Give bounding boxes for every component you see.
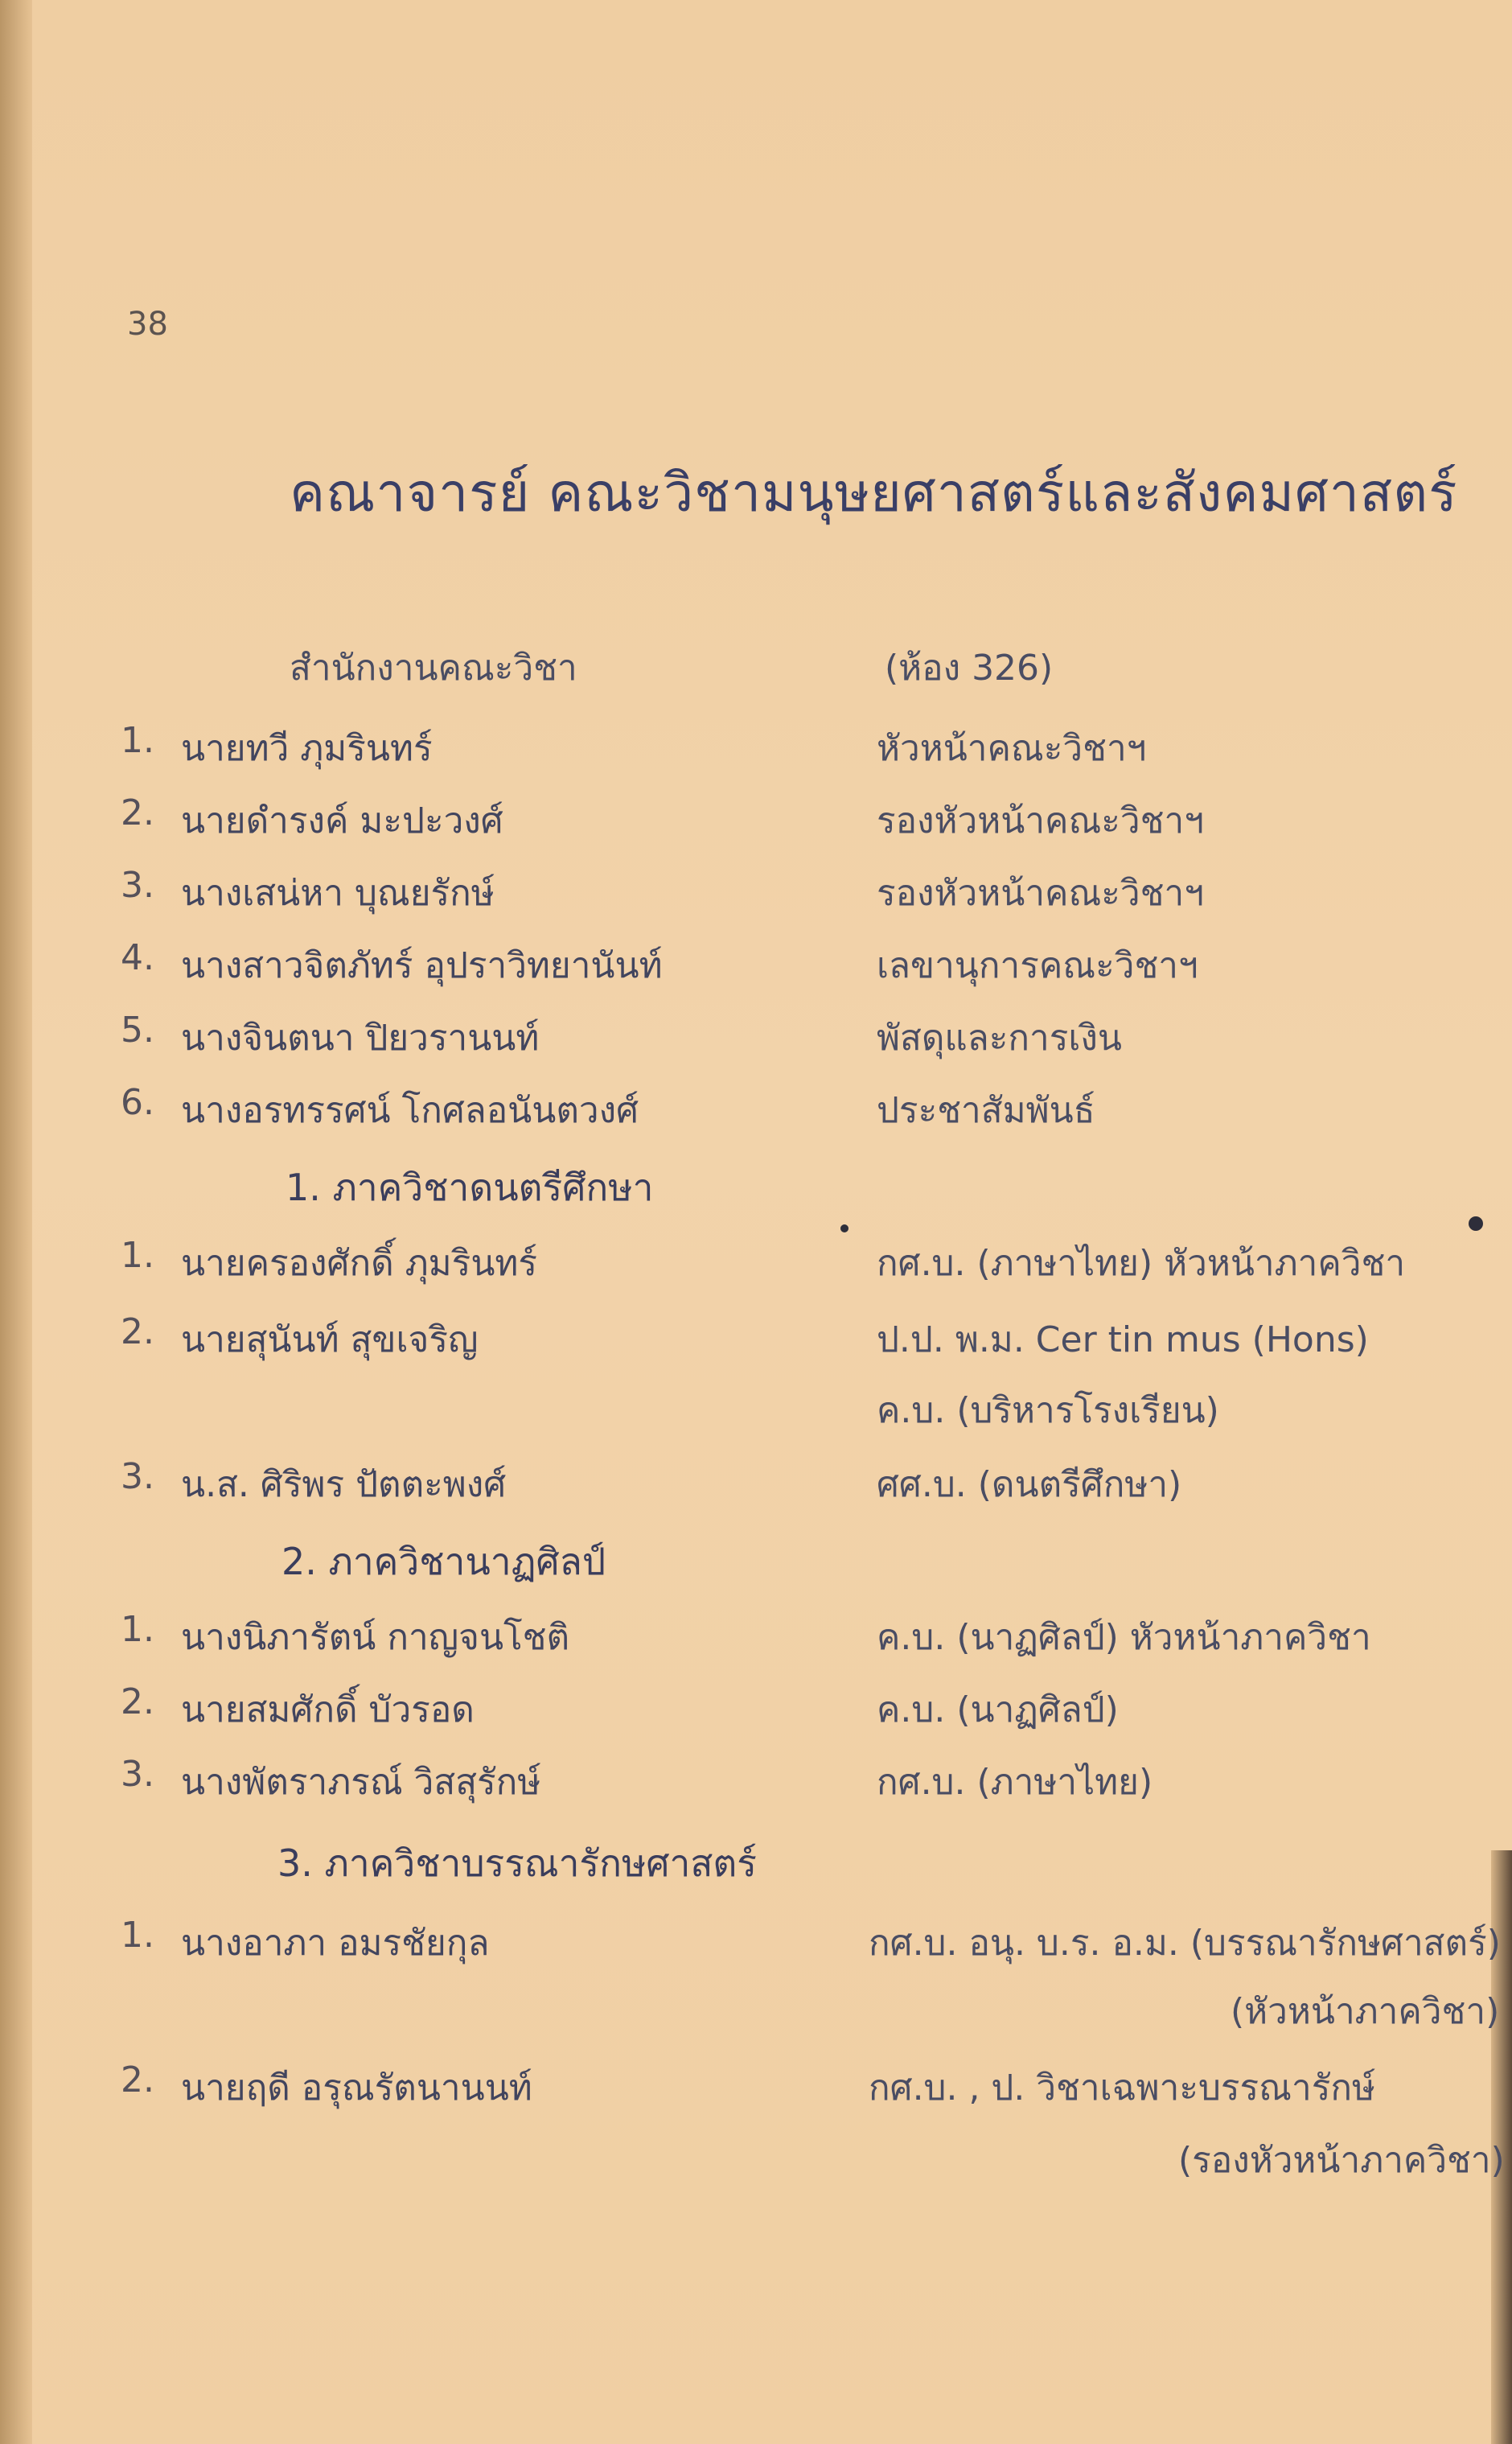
member-role: กศ.บ. , ป. วิชาเฉพาะบรรณารักษ์ <box>869 2068 1375 2109</box>
page-number: 38 <box>127 306 168 343</box>
member-role: ศศ.บ. (ดนตรีศึกษา) <box>877 1464 1182 1505</box>
member-name: นางนิภารัตน์ กาญจนโชติ <box>181 1617 570 1658</box>
member-role: ค.บ. (นาฏศิลป์) <box>877 1689 1119 1730</box>
member-number: 3. <box>121 1456 154 1497</box>
office-room: (ห้อง 326) <box>885 648 1054 689</box>
member-name: น.ส. ศิริพร ปัตตะพงศ์ <box>181 1464 507 1505</box>
member-name: นางจินตนา ปิยวรานนท์ <box>181 1018 540 1059</box>
member-role-line2: (หัวหน้าภาควิชา) <box>1231 1991 1500 2032</box>
member-role: รองหัวหน้าคณะวิชาฯ <box>877 800 1204 841</box>
member-number: 1. <box>121 1235 154 1276</box>
member-role: พัสดุและการเงิน <box>877 1018 1122 1059</box>
member-number: 2. <box>121 2059 154 2100</box>
member-role-line2: (รองหัวหน้าภาควิชา) <box>1178 2140 1505 2181</box>
member-number: 3. <box>121 1754 154 1795</box>
office-heading: สำนักงานคณะวิชา <box>290 648 577 689</box>
member-name: นายดำรงค์ มะปะวงศ์ <box>181 800 503 841</box>
member-role: ประชาสัมพันธ์ <box>877 1090 1095 1131</box>
member-number: 2. <box>121 1311 154 1352</box>
member-name: นายครองศักดิ์ ภุมรินทร์ <box>181 1243 538 1284</box>
member-role: กศ.บ. อนุ. บ.ร. อ.ม. (บรรณารักษศาสตร์) <box>869 1923 1501 1964</box>
member-number: 6. <box>121 1082 154 1123</box>
member-role: รองหัวหน้าคณะวิชาฯ <box>877 873 1204 914</box>
member-role: เลขานุการคณะวิชาฯ <box>877 945 1198 986</box>
member-number: 4. <box>121 937 154 978</box>
member-name: นายทวี ภุมรินทร์ <box>181 728 433 769</box>
member-name: นางสาวจิตภัทร์ อุปราวิทยานันท์ <box>181 945 663 986</box>
member-role: กศ.บ. (ภาษาไทย) หัวหน้าภาควิชา <box>877 1243 1406 1284</box>
member-number: 5. <box>121 1010 154 1051</box>
member-name: นายสมศักดิ์ บัวรอด <box>181 1689 475 1730</box>
department-heading: 3. ภาควิชาบรรณารักษศาสตร์ <box>277 1841 758 1885</box>
member-name: นางอรทรรศน์ โกศลอนันตวงศ์ <box>181 1090 639 1131</box>
member-number: 3. <box>121 865 154 906</box>
member-name: นางอาภา อมรชัยกุล <box>181 1923 490 1964</box>
page-edge-left <box>0 0 32 2444</box>
ink-mark <box>840 1224 848 1232</box>
member-name: นายสุนันท์ สุขเจริญ <box>181 1319 479 1360</box>
member-number: 1. <box>121 1609 154 1650</box>
member-name: นายฤดี อรุณรัตนานนท์ <box>181 2068 532 2109</box>
member-number: 2. <box>121 792 154 833</box>
member-role: ค.บ. (นาฏศิลป์) หัวหน้าภาควิชา <box>877 1617 1371 1658</box>
member-number: 2. <box>121 1681 154 1722</box>
member-number: 1. <box>121 720 154 761</box>
department-heading: 2. ภาควิชานาฏศิลป์ <box>281 1540 606 1583</box>
member-number: 1. <box>121 1915 154 1956</box>
member-role: หัวหน้าคณะวิชาฯ <box>877 728 1147 769</box>
member-name: นางเสน่หา บุณยรักษ์ <box>181 873 495 914</box>
page-title: คณาจารย์ คณะวิชามนุษยศาสตร์และสังคมศาสตร์ <box>290 462 1458 524</box>
member-role: กศ.บ. (ภาษาไทย) <box>877 1762 1153 1803</box>
member-name: นางพัตราภรณ์ วิสสุรักษ์ <box>181 1762 541 1803</box>
department-heading: 1. ภาควิชาดนตรีศึกษา <box>286 1166 654 1209</box>
member-role: ป.ป. พ.ม. Cer tin mus (Hons) <box>877 1319 1369 1360</box>
member-role-line2: ค.บ. (บริหารโรงเรียน) <box>877 1390 1219 1431</box>
ink-mark <box>1469 1216 1483 1231</box>
